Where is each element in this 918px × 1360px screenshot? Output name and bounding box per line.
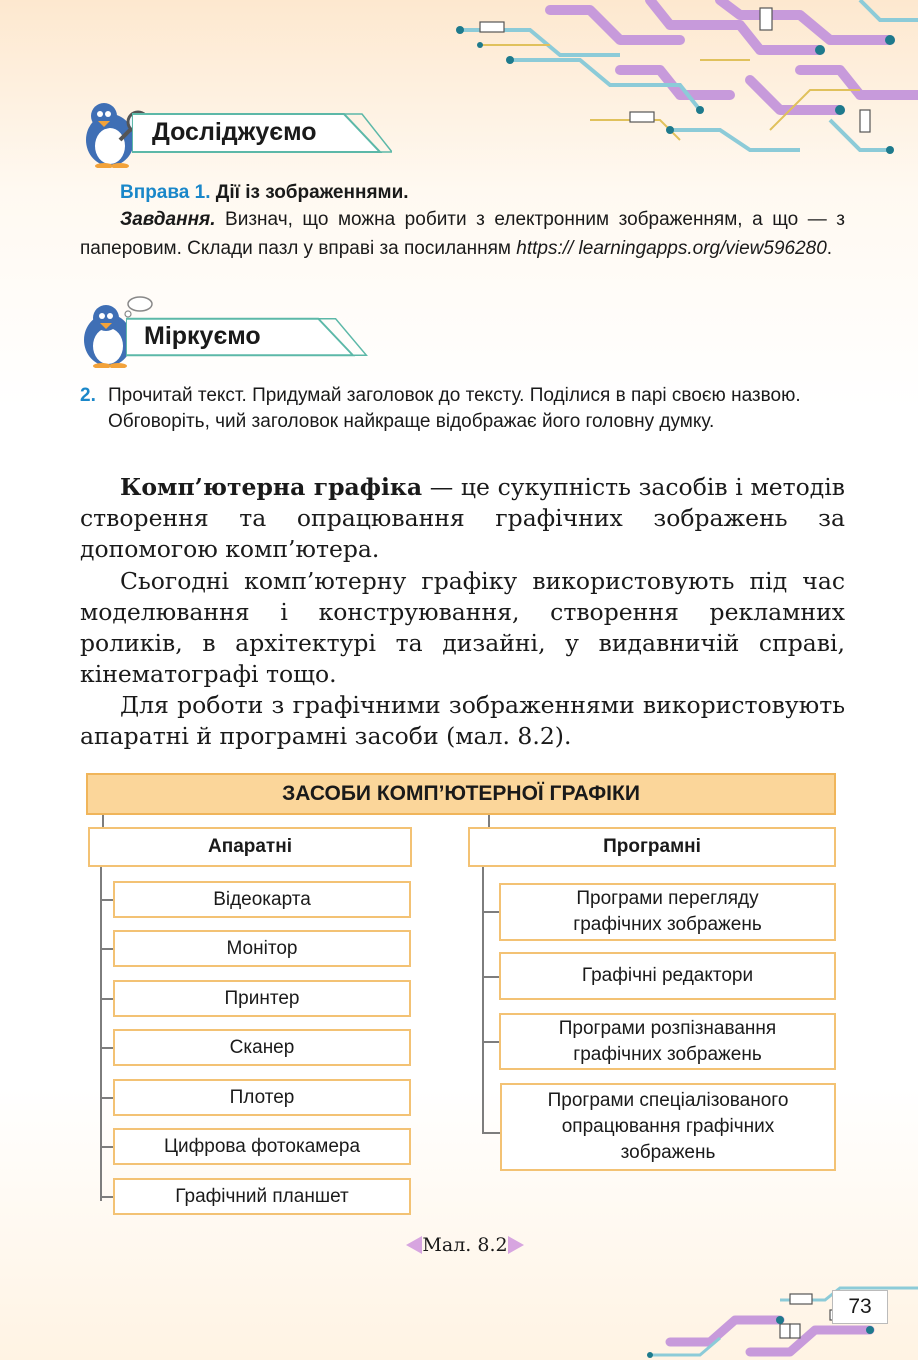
term: Комп’ютерна графіка — [120, 473, 423, 501]
page-number: 73 — [832, 1290, 888, 1324]
hardware-item: Графічний планшет — [113, 1178, 411, 1215]
task-end: . — [826, 238, 833, 259]
exercise-title: Дії із зображеннями. — [215, 182, 409, 203]
circuit-decoration-top — [420, 0, 918, 170]
section-title: Досліджуємо — [152, 118, 317, 146]
caption-text: Мал. 8.2 — [422, 1234, 508, 1256]
hardware-item: Принтер — [113, 980, 411, 1017]
software-item: Програми розпізнавання графічних зображень — [499, 1013, 836, 1070]
paragraph-definition — [80, 472, 845, 565]
exercise-1-task — [80, 205, 845, 263]
section-title: Міркуємо — [144, 322, 261, 350]
arrow-left-icon — [406, 1236, 422, 1254]
software-item: Програми спеціалізованого опрацювання графічних зображень — [500, 1083, 836, 1171]
hardware-item: Сканер — [113, 1029, 411, 1066]
paragraph-usage: Сьогодні комп’ютерну графіку використовують під час моделювання і конструювання, створення рекламних роликів, в архітектурі та дизайні, у видавничій справі, кінематографі тощо. — [80, 567, 845, 688]
exercise-number: 2. — [80, 385, 96, 406]
figure-caption — [400, 1234, 530, 1256]
exercise-2-number — [80, 383, 96, 409]
hardware-item: Відеокарта — [113, 881, 411, 918]
definition-text: — це сукупність засобів і методів створення та опрацювання графічних зображень за допомогою комп’ютера. — [80, 473, 845, 563]
exercise-label: Вправа 1. — [120, 182, 211, 203]
category-hardware: Апаратні — [88, 827, 412, 867]
arrow-right-icon — [508, 1236, 524, 1254]
task-label: Завдання. — [120, 209, 216, 230]
exercise-2-text: Прочитай текст. Придумай заголовок до тексту. Поділися в парі своєю назвою. Обговоріть, чий заголовок найкраще відображає його головну думку. — [108, 385, 801, 432]
section-header-think — [80, 296, 380, 360]
diagram-title: ЗАСОБИ КОМП’ЮТЕРНОЇ ГРАФІКИ — [86, 773, 836, 815]
section-header-explore — [80, 98, 380, 162]
software-item: Графічні редактори — [499, 952, 836, 1000]
hardware-item: Монітор — [113, 930, 411, 967]
software-item: Програми перегляду графічних зображень — [499, 883, 836, 941]
exercise-1-heading — [80, 178, 845, 207]
hardware-item: Цифрова фотокамера — [113, 1128, 411, 1165]
paragraph-tools: Для роботи з графічними зображеннями використовують апаратні й програмні засоби (мал. 8.2). — [80, 691, 845, 750]
category-software: Програмні — [468, 827, 836, 867]
hardware-item: Плотер — [113, 1079, 411, 1116]
task-text: Визнач, що можна робити з електронним зображенням, а що — з паперовим. Склади пазл у вправі за посиланням — [80, 209, 845, 259]
exercise-link[interactable]: https:// learningapps.org/view596280 — [516, 238, 827, 259]
